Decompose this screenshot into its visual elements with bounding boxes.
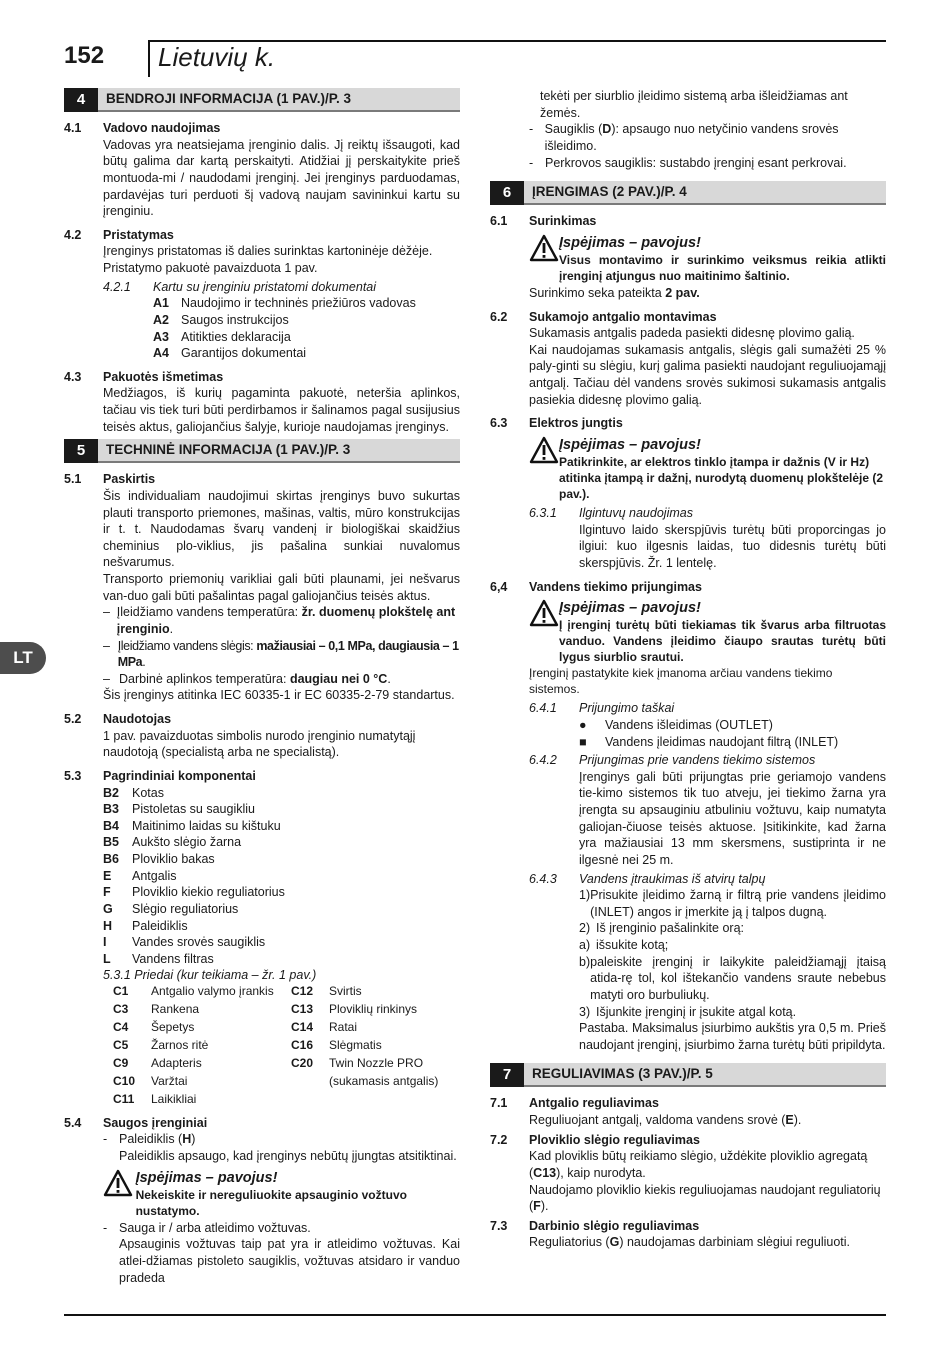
component-label: Slėgio reguliatorius [132, 901, 239, 916]
accessory-label: Antgalio valymo įrankis [151, 984, 274, 998]
subsection-5-2 [64, 711, 460, 728]
dash-label: Sauga ir / arba atleidimo vožtuvas. [119, 1220, 311, 1235]
subsubsection-title: Prijungimas prie vandens tiekimo sistemos [579, 753, 816, 768]
subsection-number: 4.3 [64, 369, 82, 384]
subsection-number: 4.2 [64, 227, 82, 242]
component-code: L [103, 951, 111, 966]
list-item-label: Vandens įleidimas naudojant filtrą (INLET) [605, 734, 839, 749]
warning-block [490, 599, 886, 666]
warning-title: Įspėjimas – pavojus! [559, 436, 701, 453]
text-bold: G [609, 1235, 620, 1250]
component-item [64, 785, 460, 802]
accessory-code: C11 [113, 1091, 135, 1106]
section-title: REGULIAVIMAS (3 PAV.)/P. 5 [524, 1063, 886, 1087]
subsection-number: 5.3 [64, 768, 82, 783]
accessories-heading: 5.3.1 Priedai (kur teikiama – žr. 1 pav.) [103, 968, 317, 983]
subsection-4-1 [64, 120, 460, 137]
circle-bullet-icon: ● [579, 717, 587, 732]
dash-item: - Sauga ir / arba atleidimo vožtuvas. [103, 1220, 311, 1235]
document-item [64, 312, 460, 329]
component-item [64, 951, 460, 968]
paragraph: Paleidiklis apsaugo, kad įrenginys nebūtų įjungtas atsitiktinai. [119, 1148, 457, 1163]
accessory-code [291, 1074, 329, 1090]
subsection-5-1 [64, 471, 460, 488]
item-number: 1) [579, 888, 591, 903]
subsection-7-2 [490, 1132, 886, 1149]
item-text: paleiskite įrenginį ir laikykite paleidžiamąjį įtaisą atida-rę tol, kol ištekančio vandens sraute nebebus matyti oro burbuliukų. [590, 954, 886, 1002]
subsection-7-1 [490, 1095, 886, 1112]
item-text: išsukite kotą; [596, 938, 669, 952]
page-number: 152 [64, 42, 105, 69]
accessory-code: C5 [113, 1037, 129, 1052]
text: ), kaip nurodyta. [556, 1165, 646, 1180]
component-label: Antgalis [132, 868, 177, 883]
warning-title: Įspėjimas – pavojus! [135, 1169, 278, 1186]
subsection-number: 7.3 [490, 1218, 508, 1233]
subsection-5-4 [64, 1115, 460, 1132]
accessory-code: C13 [291, 1001, 314, 1016]
section-6-header [490, 181, 886, 205]
list-item-label: Vandens išleidimas (OUTLET) [605, 717, 773, 732]
component-label: Aukšto slėgio žarna [132, 835, 242, 850]
text-bold: C13 [533, 1165, 557, 1180]
warning-text: Nekeiskite ir nereguliuokite apsauginio vožtuvo nustatymo. [135, 1187, 407, 1218]
subsubsection-number: 6.3.1 [529, 506, 557, 521]
dash-item: - Paleidiklis (H) [103, 1132, 196, 1147]
subsubsection-6-4-3 [490, 871, 886, 888]
document-code: A1 [153, 296, 169, 311]
dash-item: - Perkrovos saugiklis: sustabdo įrenginį esant perkrovai. [529, 155, 847, 170]
paragraph [490, 1148, 886, 1181]
text: Kad ploviklis būtų reikiamo slėgio, uždėkite ploviklio agregatą ( [529, 1149, 868, 1180]
subsubsection-number: 6.4.3 [529, 871, 557, 886]
component-code: H [103, 918, 113, 933]
subsection-title: Pagrindiniai komponentai [103, 768, 256, 783]
subsection-title: Paskirtis [103, 472, 156, 487]
component-item [64, 801, 460, 818]
paragraph: Įrenginys gali būti prijungtas prie geriamojo vandens tie-kimo sistemos tik tuo atveju, jei tiekimo žarna yra įrengta su apsauginiu atbuliniu vožtuvu, kaip numatyta galiojan-čiuose teisės aktuose. Įsitikinkite, kad žarna yra mažiausiai 13 mm skersmens, sustiprinta ir ne ilgesnė nei 25 m. [579, 769, 886, 867]
list-item [490, 734, 886, 751]
component-code: I [103, 935, 107, 950]
subsubsection-number: 4.2.1 [103, 279, 131, 294]
component-label: Pistoletas su saugikliu [132, 802, 255, 817]
subsection-6-2 [490, 309, 886, 326]
subsubsection-number: 6.4.2 [529, 753, 557, 768]
subsection-title: Saugos įrenginiai [103, 1115, 208, 1130]
subsection-number: 6,4 [490, 579, 508, 594]
section-title: ĮRENGIMAS (2 PAV.)/P. 4 [524, 181, 886, 205]
component-code: E [103, 868, 112, 883]
dash-value: žr. duomenų plokštelę ant įrenginio [116, 605, 456, 636]
dash-item: – Įleidžiamo vandens slėgis: mažiausiai – 0,1 MPa, daugiausia – 1 MPa. [103, 638, 459, 670]
accessory-label: Slėgmatis [329, 1037, 382, 1052]
text-bold: F [533, 1199, 541, 1214]
item-text: Išjunkite įrenginį ir įsukite atgal kotą. [596, 1004, 797, 1019]
note: Pastaba. Maksimalus įsiurbimo aukštis yra 0,5 m. Prieš naudojant įrenginį, įsiurbimo žarna turėtų būti pripildyta. [579, 1021, 886, 1052]
subsection-number: 5.2 [64, 712, 82, 726]
numbered-item [490, 1004, 886, 1021]
document-code: A2 [153, 312, 169, 327]
section-number: 5 [64, 439, 98, 463]
paragraph: Pristatymo pakuotė pavaizduota 1 pav. [103, 261, 318, 275]
subsection-title: Elektros jungtis [529, 416, 623, 431]
subsection-number: 6.2 [490, 309, 508, 324]
accessory-label: Rankena [151, 1001, 200, 1016]
subsection-title: Vadovo naudojimas [103, 121, 221, 135]
paragraph: Sukamasis antgalis padeda pasiekti didesnę plovimo galią. [529, 326, 855, 341]
subsection-4-2 [64, 227, 460, 244]
component-code: B2 [103, 785, 119, 800]
footer-rule [64, 1314, 886, 1316]
dash-label: Įleidžiamo vandens slėgis: [117, 638, 257, 653]
accessories-grid [64, 984, 460, 1108]
subsection-title: Sukamojo antgalio montavimas [529, 309, 717, 324]
section-title: BENDROJI INFORMACIJA (1 PAV.)/P. 3 [98, 88, 460, 112]
dash-item: - Saugiklis (D): apsaugo nuo netyčinio vandens srovės išleidimo. [529, 122, 839, 153]
paragraph: Transporto priemonių varikliai gali būti plaunami, jei nešvarus van-duo gali būti pašalintas pagal galiojančius teisės aktus. [103, 572, 460, 603]
document-label: Garantijos dokumentai [181, 346, 307, 361]
accessory-code: C9 [113, 1055, 129, 1070]
component-item [64, 884, 460, 901]
subsubsection-number: 6.4.1 [529, 701, 557, 716]
header-divider [148, 40, 150, 77]
lettered-item [490, 954, 886, 1004]
warning-icon [103, 1169, 136, 1220]
component-code: B3 [103, 802, 119, 817]
text: Surinkimo seka pateikta [529, 285, 666, 300]
subsection-title: Vandens tiekimo prijungimas [529, 579, 702, 594]
section-number: 6 [490, 181, 524, 205]
paragraph: Šis individualiam naudojimui skirtas įrenginys buvo sukurtas plauti transporto priemones, mašinas, valtis, mūro konstrukcijas ir t. t. Naudodamas švarų vandenį ir biologiškai skaidžius cheminius plo-viklius, jis pašalina sunkiai nuvalomus nešvarumus. [103, 488, 460, 570]
paragraph [490, 1182, 886, 1215]
accessory-label: (sukamasis antgalis) [329, 1073, 439, 1088]
warning-icon [529, 436, 559, 503]
accessory-label: Laikikliai [151, 1091, 197, 1106]
subsubsection-title: Kartu su įrenginiu pristatomi dokumentai [153, 279, 377, 294]
document-label: Naudojimo ir techninės priežiūros vadovas [181, 296, 416, 311]
component-code: B4 [103, 818, 119, 833]
dash-item: – Įleidžiamo vandens temperatūra: žr. duomenų plokštelę ant įrenginio. [103, 605, 456, 636]
subsection-5-3 [64, 768, 460, 785]
subsection-title: Ploviklio slėgio reguliavimas [529, 1132, 700, 1147]
warning-block [490, 234, 886, 285]
subsection-7-3 [490, 1218, 886, 1235]
item-text: Prisukite įleidimo žarną ir filtrą prie vandens įleidimo (INLET) angos ir įmerkite ją į talpos dugną. [590, 888, 886, 919]
text: Naudojamo ploviklio kiekis reguliuojamas naudojant reguliatorių ( [529, 1182, 881, 1214]
subsection-title: Surinkimas [529, 214, 597, 229]
warning-title: Įspėjimas – pavojus! [559, 234, 701, 251]
component-item [64, 851, 460, 868]
item-letter: b) [579, 954, 591, 969]
text-bold: 2 pav. [665, 285, 700, 300]
accessory-label: Ploviklių rinkinys [329, 1001, 418, 1016]
subsection-number: 7.2 [490, 1132, 508, 1147]
accessory-label: Twin Nozzle PRO [329, 1055, 424, 1070]
dash-label: Darbinė aplinkos temperatūra: [119, 671, 290, 686]
dash-suffix: ): apsaugo nuo netyčinio vandens srovės išleidimo. [544, 122, 839, 153]
component-item [64, 901, 460, 918]
warning-text: Patikrinkite, ar elektros tinklo įtampa ir dažnis (V ir Hz) atitinka įtampą ir dažnį, nurodytą duomenų plokštelėje (2 pav.). [559, 455, 884, 502]
paragraph: Įrenginys pristatomas iš dalies surinktas kartoninėje dėžėje. [103, 244, 433, 259]
subsection-number: 4.1 [64, 121, 82, 135]
accessory-label: Žarnos ritė [151, 1037, 209, 1052]
subsection-title: Antgalio reguliavimas [529, 1096, 659, 1111]
document-item [64, 295, 460, 312]
subsection-number: 5.1 [64, 472, 82, 487]
subsection-6-4 [490, 579, 886, 596]
subsection-number: 5.4 [64, 1115, 82, 1130]
dash-item: – Darbinė aplinkos temperatūra: daugiau nei 0 °C. [103, 671, 391, 686]
components-list [64, 785, 460, 968]
component-code: B5 [103, 835, 119, 850]
documents-list [64, 295, 460, 362]
language-tab: LT [0, 642, 46, 674]
paragraph: Medžiagos, iš kurių pagaminta pakuotė, neteršia aplinkos, tačiau vis tiek turi būti perdirbamos ir šalinamos pagal susijusius teisės aktus, galiojančius šalyje, kurioje naudojamas įrenginys. [103, 386, 460, 434]
accessory-code: C12 [291, 984, 314, 998]
accessory-label: Šepetys [151, 1019, 195, 1034]
list-item [490, 717, 886, 734]
subsubsection-title: Vandens įtraukimas iš atvirų talpų [579, 871, 766, 886]
component-item [64, 868, 460, 885]
item-text: Iš įrenginio pašalinkite orą: [596, 921, 744, 936]
square-bullet-icon: ■ [579, 734, 587, 749]
text: ). [540, 1199, 549, 1214]
component-code: B6 [103, 852, 119, 866]
right-column [490, 88, 886, 1251]
subsection-number: 7.1 [490, 1096, 508, 1111]
component-label: Vandens filtras [132, 951, 214, 966]
accessory-label [329, 1092, 469, 1108]
warning-title: Įspėjimas – pavojus! [559, 600, 701, 617]
text: ). [793, 1113, 802, 1127]
warning-block [64, 1169, 460, 1220]
item-number: 2) [579, 921, 591, 936]
accessory-code: C10 [113, 1073, 136, 1088]
subsubsection-6-3-1 [490, 505, 886, 522]
item-number: 3) [579, 1004, 591, 1019]
paragraph: Vadovas yra neatsiejama įrenginio dalis. Jį reiktų išsaugoti, kad būtų galima dar kartą perskaityti. Atidžiai jį perskaitykite prieš montuoda-mi / naudodami įrenginį. Jei įrenginys parduodamas, pardavėjas turi perduoti šį vadovą naujam savininkui kartu su įrenginiu. [103, 137, 460, 219]
text: Reguliatorius ( [529, 1235, 610, 1250]
warning-text: Į įrenginį turėtų būti tiekiamas tik švarus arba filtruotas vanduo. Vandens įleidimo čiaupo srautas turėtų būti lygus siurblio srautui. [559, 618, 886, 665]
lettered-item [490, 937, 886, 954]
subsubsection-4-2-1 [64, 279, 460, 296]
left-column [64, 88, 460, 1286]
component-item [64, 934, 460, 951]
warning-icon [529, 234, 559, 285]
dash-label: Paleidiklis ( [119, 1132, 183, 1147]
text-bold: E [785, 1113, 794, 1127]
document-code: A3 [153, 329, 169, 344]
subsubsection-6-4-1 [490, 700, 886, 717]
subsection-6-1 [490, 213, 886, 230]
section-5-header [64, 439, 460, 463]
dash-key: H [182, 1132, 192, 1147]
warning-text: Visus montavimo ir surinkimo veiksmus reikia atlikti įrenginį atjungus nuo maitinimo šaltinio. [559, 253, 886, 283]
component-code: G [103, 901, 113, 916]
subsection-title: Pakuotės išmetimas [103, 369, 224, 384]
component-label: Kotas [132, 785, 164, 800]
section-number: 4 [64, 88, 98, 112]
component-label: Vandes srovės saugiklis [132, 935, 266, 950]
document-item [64, 345, 460, 362]
page-language-title: Lietuvių k. [158, 42, 276, 72]
subsubsection-6-4-2 [490, 752, 886, 769]
section-number: 7 [490, 1063, 524, 1087]
component-item [64, 918, 460, 935]
accessory-code: C1 [113, 984, 129, 998]
paragraph: tekėti per siurblio įleidimo sistemą arba išleidžiamas ant žemės. [540, 89, 848, 120]
paragraph: Ilgintuvo laido skerspjūvis turėtų būti proporcingas jo ilgiui: kuo ilgesnis laidas, tuo didesnis turėtų būti skerspjūvis. Žr. 1 lentelę. [579, 522, 886, 570]
item-letter: a) [579, 938, 591, 952]
component-item [64, 834, 460, 851]
subsection-title: Naudotojas [103, 712, 172, 726]
paragraph: Kai naudojamas sukamasis antgalis, slėgis gali sumažėti 25 % paly-ginti su slėgiu, kurį galima pasiekti naudojant reguliuojamąjį antgalį. Tačiau dėl vandens srovės sukimosi sukamasis antgalis pasiekia didesnę plovimo galią. [529, 342, 886, 407]
dash-value: mažiausiai – 0,1 MPa, daugiausia – 1 MPa [117, 638, 459, 670]
dash-suffix: ) [191, 1132, 196, 1147]
dash-value: daugiau nei 0 °C [289, 671, 388, 686]
subsection-4-3 [64, 369, 460, 386]
accessory-label: Svirtis [329, 984, 362, 998]
dash-label: Įleidžiamo vandens temperatūra: [116, 605, 302, 620]
accessory-label: Ratai [329, 1019, 358, 1034]
accessory-code: C20 [291, 1055, 314, 1070]
numbered-item [490, 920, 886, 937]
subsection-6-3 [490, 415, 886, 432]
subsubsection-title: Ilgintuvų naudojimas [579, 506, 693, 521]
paragraph: Šis įrenginys atitinka IEC 60335-1 ir EC 60335-2-79 standartus. [103, 688, 455, 703]
accessory-label: Varžtai [151, 1073, 188, 1088]
dash-key: D [602, 122, 612, 137]
dash-label: Perkrovos saugiklis: sustabdo įrenginį esant perkrovai. [545, 155, 847, 170]
numbered-item [490, 887, 886, 920]
text: Reguliuojant antgalį, valdoma vandens srovė ( [529, 1113, 786, 1127]
text: ) naudojamas darbiniam slėgiui reguliuoti. [619, 1235, 851, 1250]
accessory-label: Adapteris [151, 1055, 202, 1070]
paragraph: Įrenginį pastatykite kiek įmanoma arčiau vandens tiekimo sistemos. [529, 666, 833, 697]
paragraph [490, 1112, 886, 1129]
component-label: Maitinimo laidas su kištuku [132, 818, 281, 833]
component-label: Paleidiklis [132, 918, 188, 933]
subsection-title: Pristatymas [103, 227, 174, 242]
warning-icon [529, 599, 559, 666]
paragraph [490, 285, 886, 302]
component-item [64, 818, 460, 835]
subsection-number: 6.3 [490, 416, 508, 431]
paragraph [490, 1234, 886, 1251]
section-4-header [64, 88, 460, 112]
accessory-code [291, 1092, 329, 1108]
accessory-code: C16 [291, 1037, 314, 1052]
component-code: F [103, 885, 111, 900]
subsection-title: Darbinio slėgio reguliavimas [529, 1218, 700, 1233]
warning-block [490, 436, 886, 503]
subsection-number: 6.1 [490, 214, 508, 229]
document-label: Atitikties deklaracija [181, 329, 291, 344]
accessory-code: C4 [113, 1019, 129, 1034]
document-label: Saugos instrukcijos [181, 312, 289, 327]
accessory-code: C3 [113, 1001, 129, 1016]
paragraph: 1 pav. pavaizduotas simbolis nurodo įrenginio numatytąjį naudotoją (specialistą arba ne specialistą). [103, 728, 416, 760]
component-label: Ploviklio kiekio reguliatorius [132, 885, 285, 900]
dash-label: Saugiklis ( [544, 122, 603, 137]
document-item [64, 329, 460, 346]
section-title: TECHNINĖ INFORMACIJA (1 PAV.)/P. 3 [98, 439, 460, 463]
document-code: A4 [153, 346, 169, 361]
accessory-code: C14 [291, 1019, 314, 1034]
section-7-header [490, 1063, 886, 1087]
component-label: Ploviklio bakas [132, 852, 215, 866]
subsubsection-title: Prijungimo taškai [579, 701, 675, 716]
paragraph: Apsauginis vožtuvas taip pat yra ir atleidimo vožtuvas. Kai atlei-džiamas pistoleto saugiklis, vožtuvas atsidaro ir vanduo pradeda [119, 1237, 460, 1285]
